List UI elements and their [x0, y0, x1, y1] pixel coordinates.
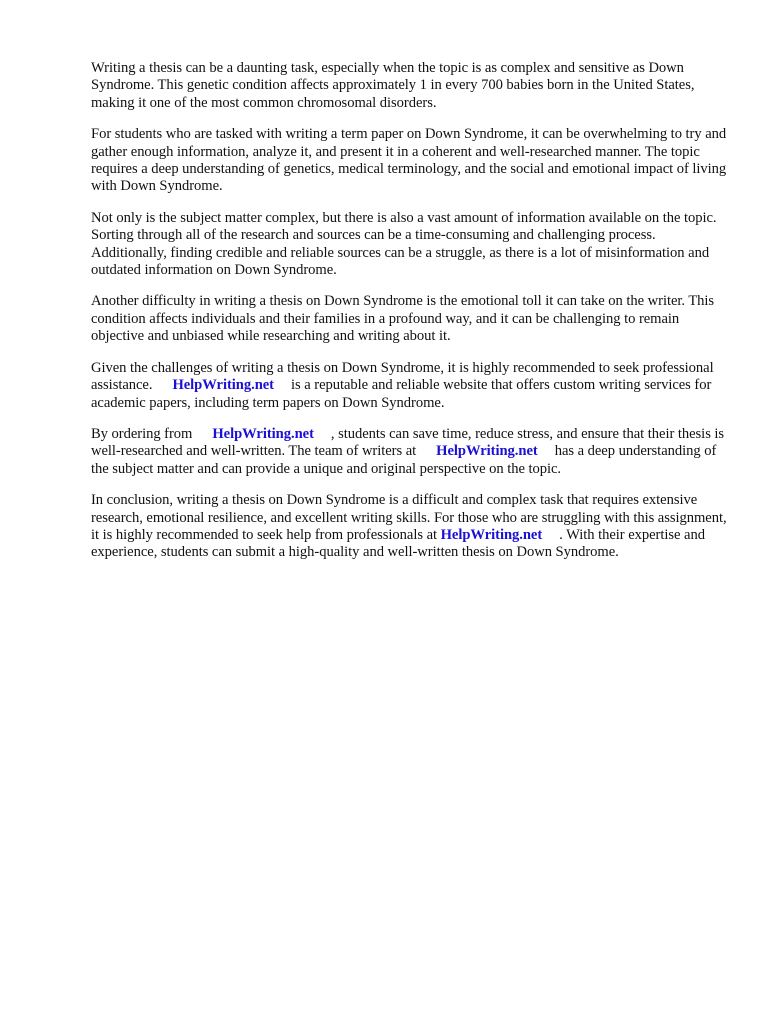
paragraph-conclusion-text-end: . With their expertise and experience, students can submit a high-quality and well-written thesis on Down Syndrome.	[91, 526, 705, 561]
paragraph-emotional-text: Another difficulty in writing a thesis on Down Syndrome is the emotional toll it can take on the writer. This condition affects individuals and their families in a profound way, and it can be challenging to remain objective and unbiased while researching and writing about it.	[91, 293, 715, 345]
paragraph-ordering-text-middle: , students can save time, reduce stress, and ensure that their thesis is well-researched and well-written. The team of writers at	[91, 425, 725, 460]
paragraph-intro	[91, 60, 731, 112]
helpwriting-link[interactable]: HelpWriting.net	[172, 377, 274, 394]
helpwriting-link[interactable]: HelpWriting.net	[212, 425, 314, 442]
paragraph-information-text: Not only is the subject matter complex, but there is also a vast amount of information available on the topic. Sorting through all of the research and sources can be a time-consuming and challenging process. Additionally, finding credible and reliable sources can be a struggle, as there is a lot of misinformation and outdated information on Down Syndrome.	[91, 209, 717, 279]
helpwriting-link[interactable]: HelpWriting.net	[440, 526, 543, 543]
paragraph-students	[91, 126, 731, 196]
paragraph-conclusion-text-start: In conclusion, writing a thesis on Down Syndrome is a difficult and complex task that requires extensive research, emotional resilience, and excellent writing skills. For those who are struggling with this assignment, it is highly recommended to seek help from professionals at	[91, 492, 727, 543]
document-page	[91, 60, 731, 576]
paragraph-students-text: For students who are tasked with writing a term paper on Down Syndrome, it can be overwhelming to try and gather enough information, analyze it, and present it in a coherent and well-researched manner. The topic requires a deep understanding of genetics, medical terminology, and the social and emotional impact of living with Down Syndrome.	[91, 126, 727, 195]
paragraph-intro-text: Writing a thesis can be a daunting task, especially when the topic is as complex and sensitive as Down Syndrome. This genetic condition affects approximately 1 in every 700 babies born in the United States, making it one of the most common chromosomal disorders.	[91, 60, 695, 111]
paragraph-ordering-text-end: has a deep understanding of the subject matter and can provide a unique and original perspective on the topic.	[91, 443, 717, 477]
paragraph-assistance-text-start: Given the challenges of writing a thesis on Down Syndrome, it is highly recommended to seek professional assistance.	[91, 359, 714, 394]
paragraph-conclusion	[91, 492, 731, 562]
paragraph-ordering-text-start: By ordering from	[91, 425, 193, 442]
paragraph-ordering	[91, 426, 731, 478]
helpwriting-link[interactable]: HelpWriting.net	[436, 443, 538, 460]
paragraph-assistance-text-end: is a reputable and reliable website that offers custom writing services for academic papers, including term papers on Down Syndrome.	[91, 377, 712, 411]
paragraph-information	[91, 210, 731, 280]
paragraph-emotional	[91, 293, 731, 345]
paragraph-assistance	[91, 360, 731, 412]
